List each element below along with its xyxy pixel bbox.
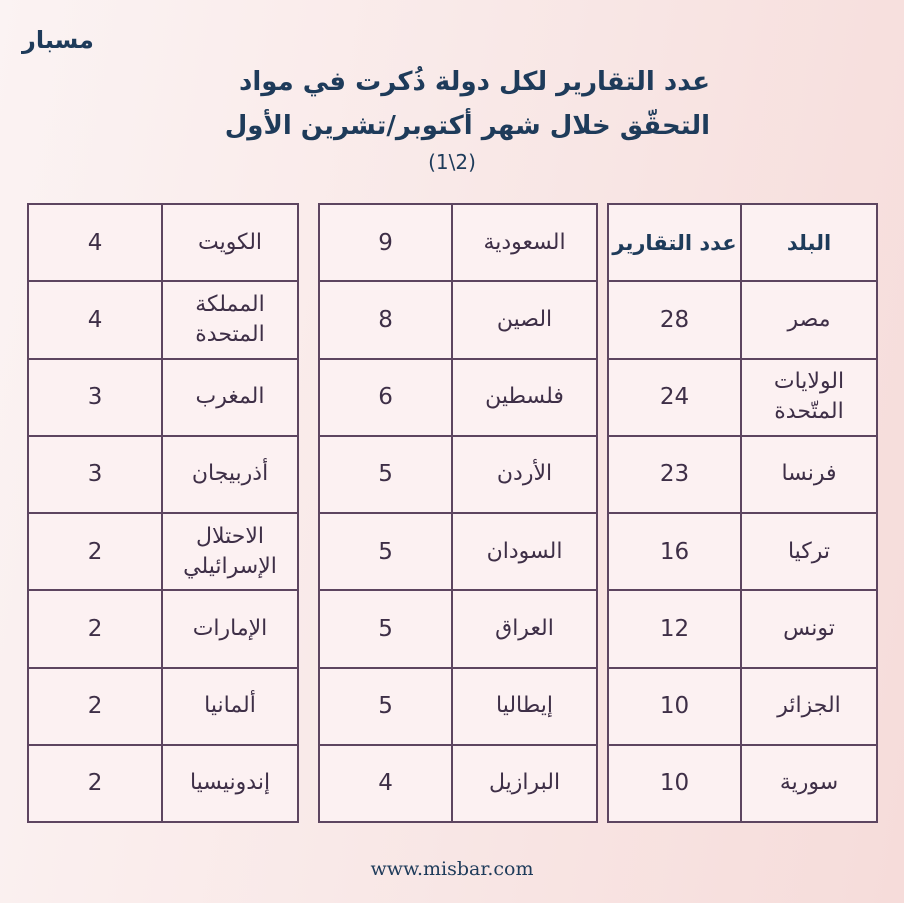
table-header-row (609, 205, 876, 282)
table-row (609, 591, 876, 668)
count-cell: 10 (659, 693, 690, 720)
table-row (29, 437, 297, 514)
table-row (320, 669, 596, 746)
table-row (29, 360, 297, 437)
country-cell: المملكة المتحدة (161, 282, 297, 357)
count-cell: 4 (87, 306, 103, 333)
table-row (320, 514, 596, 591)
count-cell: 4 (87, 229, 103, 256)
country-cell: سورية (740, 746, 876, 821)
title-line-1: عدد التقارير لكل دولة ذُكرت في مواد (239, 67, 710, 97)
count-cell: 23 (659, 461, 690, 488)
country-cell: تونس (740, 591, 876, 666)
country-cell: أذربيجان (161, 437, 297, 512)
table-row (320, 746, 596, 821)
count-cell: 3 (87, 384, 103, 411)
count-cell: 2 (87, 770, 103, 797)
misbar-logo: مسبار (22, 26, 94, 54)
table-row (320, 282, 596, 359)
table-row (29, 591, 297, 668)
count-cell: 5 (378, 461, 393, 488)
country-cell: الجزائر (740, 669, 876, 744)
page-title (150, 60, 710, 148)
table-row (609, 282, 876, 359)
table-row (609, 669, 876, 746)
table-row (609, 437, 876, 514)
count-cell: 2 (87, 693, 103, 720)
country-cell: تركيا (740, 514, 876, 589)
count-cell: 9 (378, 229, 393, 256)
count-cell: 8 (378, 306, 393, 333)
country-cell: ألمانيا (161, 669, 297, 744)
table-row (29, 746, 297, 821)
country-cell: الأردن (451, 437, 596, 512)
country-cell: فلسطين (451, 360, 596, 435)
country-cell: فرنسا (740, 437, 876, 512)
country-cell: الإمارات (161, 591, 297, 666)
table-row (29, 282, 297, 359)
country-cell: الاحتلال الإسرائيلي (161, 514, 297, 589)
count-cell: 5 (378, 538, 393, 565)
country-cell: السعودية (451, 205, 596, 280)
count-cell: 2 (87, 538, 103, 565)
country-cell: الصين (451, 282, 596, 357)
reports-table-3 (27, 203, 299, 823)
title-line-2: التحقّق خلال شهر أكتوبر/تشرين الأول (224, 111, 710, 141)
table-row (29, 514, 297, 591)
country-cell: البرازيل (451, 746, 596, 821)
table-row (29, 669, 297, 746)
website-url: www.misbar.com (370, 858, 534, 880)
country-cell: إندونيسيا (161, 746, 297, 821)
count-cell: 10 (659, 770, 690, 797)
table-row (320, 205, 596, 282)
page-indicator: (1\2) (428, 150, 476, 174)
country-cell: المغرب (161, 360, 297, 435)
country-cell: مصر (740, 282, 876, 357)
count-cell: 12 (659, 615, 690, 642)
count-cell: 6 (378, 384, 393, 411)
count-cell: 16 (659, 538, 690, 565)
country-cell: العراق (451, 591, 596, 666)
table-row (609, 514, 876, 591)
count-cell: 4 (378, 770, 393, 797)
column-header-country: البلد (740, 205, 876, 280)
count-cell: 5 (378, 615, 393, 642)
count-cell: 2 (87, 615, 103, 642)
count-cell: 5 (378, 693, 393, 720)
table-row (609, 746, 876, 821)
country-cell: السودان (451, 514, 596, 589)
count-cell: 24 (659, 384, 690, 411)
count-cell: 28 (659, 306, 690, 333)
count-cell: 3 (87, 461, 103, 488)
country-cell: إيطاليا (451, 669, 596, 744)
table-row (320, 591, 596, 668)
table-row (320, 437, 596, 514)
table-row (29, 205, 297, 282)
table-row (609, 360, 876, 437)
reports-table-2 (318, 203, 598, 823)
country-cell: الولايات المتّحدة (740, 360, 876, 435)
reports-table-1 (607, 203, 878, 823)
table-row (320, 360, 596, 437)
country-cell: الكويت (161, 205, 297, 280)
column-header-reports: عدد التقارير (612, 230, 737, 255)
